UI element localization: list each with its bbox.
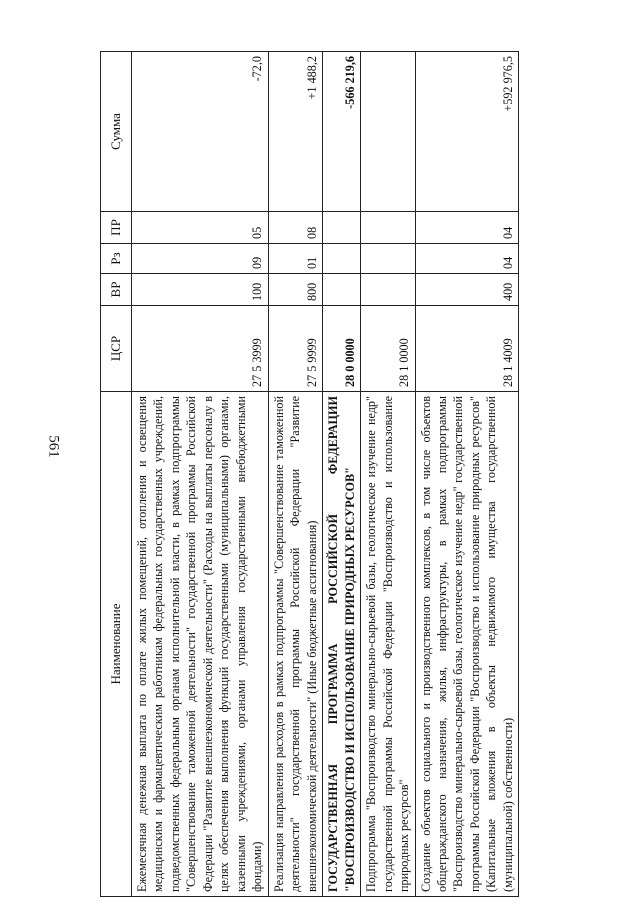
row-name: Реализация направления расходов в рамках подпрограммы "Совершенствование таможенной деятельности" государственной программы Российской Федерации "Развитие внешнеэкономической деятельности" (Иные бюджетные ассигнования) [268,392,322,897]
row-csr: 28 0 0000 [323,306,361,392]
row-sum: +592 976,5 [415,52,519,212]
table-header-row [101,52,132,897]
row-pr: 04 [415,212,519,244]
row-vr: 800 [268,274,322,306]
row-name: Подпрограмма "Воспроизводство минерально-сырьевой базы, геологическое изучение недр" государственной программы Российской Федерации "Воспроизводство и использование природных ресурсов" [361,392,415,897]
table-row-section [323,52,361,897]
header-csr: ЦСР [101,306,132,392]
row-sum: -72,0 [132,52,269,212]
row-vr: 400 [415,274,519,306]
row-vr: 100 [132,274,269,306]
row-rz: 01 [268,244,322,274]
budget-table-page [100,52,590,897]
row-sum [361,52,415,212]
row-csr: 28 1 4009 [415,306,519,392]
row-vr [361,274,415,306]
table-row [132,52,269,897]
table-row [361,52,415,897]
row-csr: 28 1 0000 [361,306,415,392]
row-csr: 27 5 3999 [132,306,269,392]
table-row [415,52,519,897]
row-pr [323,212,361,244]
header-pr: ПР [101,212,132,244]
row-sum: +1 488,2 [268,52,322,212]
header-sum: Сумма [101,52,132,212]
table-row [268,52,322,897]
row-vr [323,274,361,306]
row-name: Создание объектов социального и производственного комплексов, в том числе объектов общегражданского назначения, жилья, инфраструктуры, в рамках подпрограммы "Воспроизводство минерально-сырьевой базы, геологическое изучение недр" государственной программы Российской Федерации "Воспроизводство и использование природных ресурсов" (Капитальные вложения в объекты недвижимого имущества государственной (муниципальной) собственности) [415,392,519,897]
row-name: Ежемесячная денежная выплата по оплате жилых помещений, отопления и освещения медицинским и фармацевтическим работникам федеральных государственных учреждений, подведомственных федеральным органам исполнительной власти, в рамках подпрограммы "Совершенствование таможенной деятельности" государственной программы Российской Федерации "Развитие внешнеэкономической деятельности" (Расходы на выплаты персоналу в целях обеспечения выполнения функций государственными (муниципальными) органами, казенными учреждениями, органами управления государственными внебюджетными фондами) [132,392,269,897]
row-csr: 27 5 9999 [268,306,322,392]
row-name: ГОСУДАРСТВЕННАЯ ПРОГРАММА РОССИЙСКОЙ ФЕДЕРАЦИИ "ВОСПРОИЗВОДСТВО И ИСПОЛЬЗОВАНИЕ ПРИРОДНЫХ РЕСУРСОВ" [323,392,361,897]
budget-table [100,51,519,897]
row-rz: 09 [132,244,269,274]
row-rz: 04 [415,244,519,274]
row-sum: -566 219,6 [323,52,361,212]
row-pr [361,212,415,244]
row-rz [323,244,361,274]
page-number: 561 [45,435,62,458]
row-rz [361,244,415,274]
header-rz: Рз [101,244,132,274]
header-name: Наименование [101,392,132,897]
row-pr: 05 [132,212,269,244]
header-vr: ВР [101,274,132,306]
row-pr: 08 [268,212,322,244]
